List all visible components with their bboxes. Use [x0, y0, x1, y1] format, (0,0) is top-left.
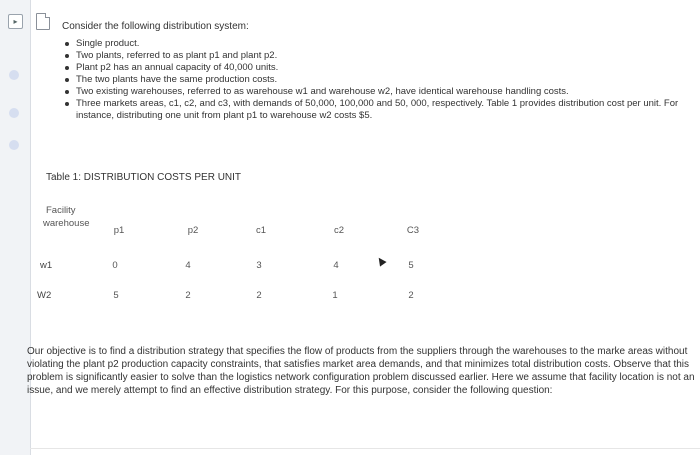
row-label-w1: w1: [40, 260, 53, 271]
column-header-p2: p2: [187, 225, 199, 236]
table-cell: 4: [333, 260, 339, 271]
list-item: Single product.: [62, 38, 697, 50]
table-cell: 0: [112, 260, 118, 271]
column-header-c3: C3: [406, 225, 420, 236]
table-cell: 2: [408, 290, 414, 301]
distribution-cost-table: [37, 200, 480, 310]
table-cell: 1: [332, 290, 338, 301]
row-label-w2: W2: [37, 290, 52, 301]
list-item: The two plants have the same production costs.: [62, 74, 697, 86]
table-cell: 3: [256, 260, 262, 271]
table-cell: 2: [256, 290, 262, 301]
header-facility-line2: warehouse: [43, 218, 90, 229]
bullet-list: [62, 38, 697, 122]
column-header-p1: p1: [113, 225, 125, 236]
chevron-right-icon: ▸: [13, 17, 18, 26]
header-facility: [43, 204, 89, 230]
table-cell: 4: [185, 260, 191, 271]
divider: [30, 448, 700, 449]
list-item: Three markets areas, c1, c2, and c3, with demands of 50,000, 100,000 and 50, 000, respectively. Table 1 provides distribution cost per unit. For instance, distributing one unit from plant p1 to warehouse w2 costs $5.: [62, 98, 697, 122]
intro-text: Consider the following distribution system:: [62, 21, 249, 32]
list-item: Two plants, referred to as plant p1 and plant p2.: [62, 50, 697, 62]
objective-paragraph: Our objective is to find a distribution strategy that specifies the flow of products from the suppliers through the warehouses to the marke areas without violating the plant p2 production capacity constraints, that satisfies market area demands, and that minimizes total distribution costs. Observe that this problem is significantly easier to solve than the logistics network configuration problem discussed earlier. Here we assume that facility location is not an issue, and we merely attempt to find an effective distribution strategy. For this purpose, consider the following question:: [27, 346, 695, 396]
list-item: Two existing warehouses, referred to as warehouse w1 and warehouse w2, have identical warehouse handling costs.: [62, 86, 697, 98]
table-title: Table 1: DISTRIBUTION COSTS PER UNIT: [46, 172, 242, 183]
table-cell: 5: [408, 260, 414, 271]
column-header-c2: c2: [333, 225, 345, 236]
header-facility-line1: Facility: [46, 205, 76, 216]
table-cell: 2: [185, 290, 191, 301]
list-item: Plant p2 has an annual capacity of 40,000 units.: [62, 62, 697, 74]
column-header-c1: c1: [255, 225, 267, 236]
table-cell: 5: [113, 290, 119, 301]
